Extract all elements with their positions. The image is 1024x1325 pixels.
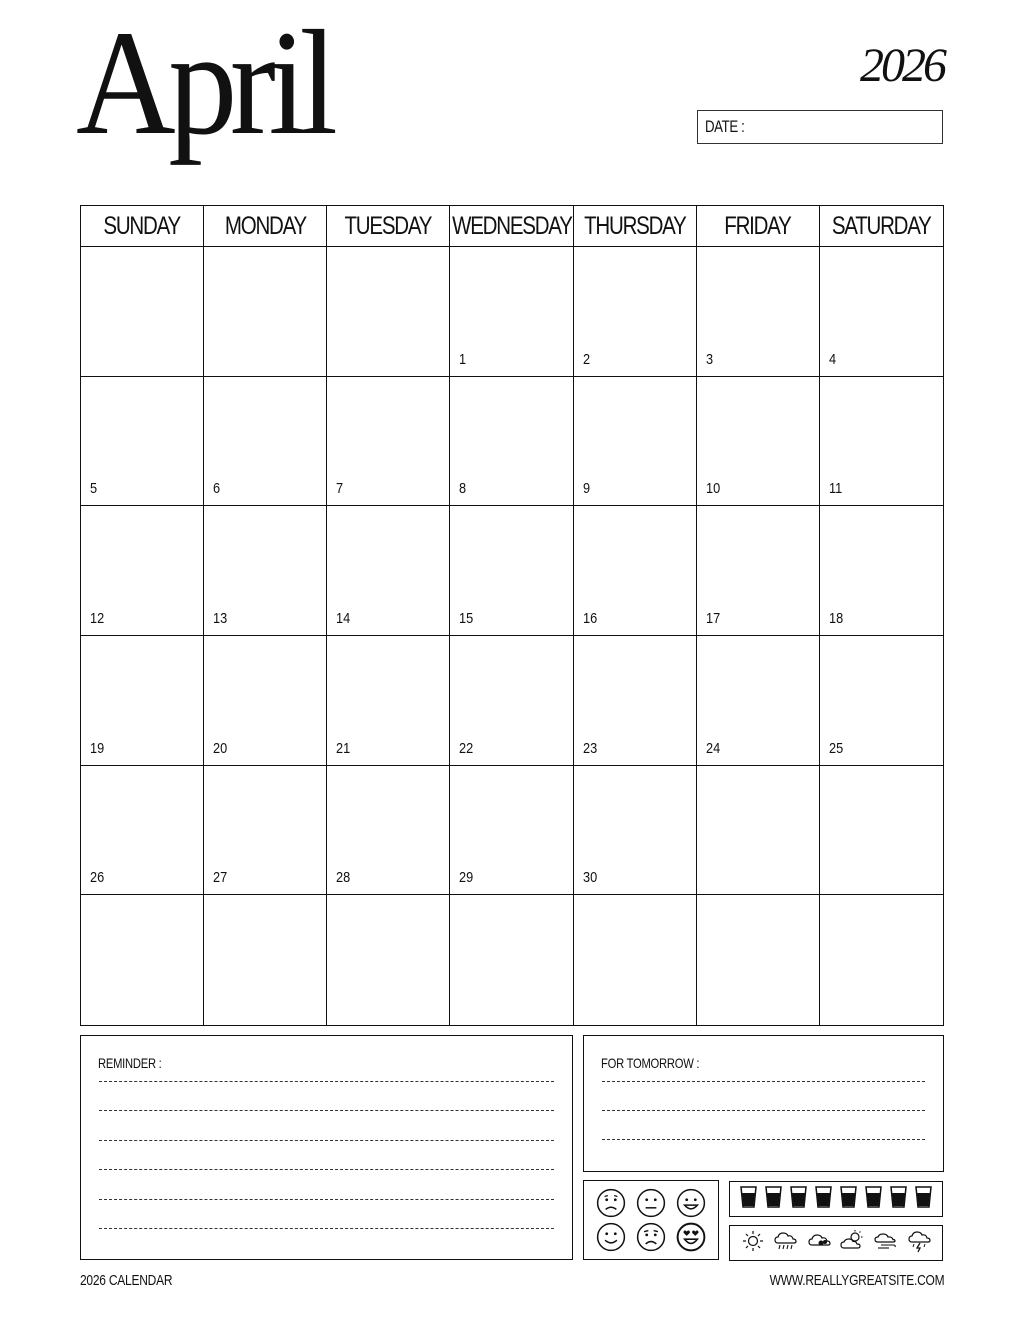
smile-face-icon[interactable] bbox=[596, 1222, 626, 1257]
day-cell[interactable] bbox=[574, 636, 697, 766]
for-tomorrow-line[interactable] bbox=[602, 1139, 925, 1140]
day-cell[interactable] bbox=[81, 247, 204, 377]
day-number: 2 bbox=[582, 350, 590, 368]
day-number: 4 bbox=[828, 350, 836, 368]
day-cell[interactable] bbox=[450, 247, 573, 377]
day-number: 30 bbox=[582, 869, 597, 887]
date-label: DATE : bbox=[705, 117, 745, 136]
day-header-label: THURSDAY bbox=[583, 211, 686, 240]
water-glass-icon[interactable] bbox=[740, 1186, 757, 1213]
day-number: 5 bbox=[90, 480, 98, 498]
sunny-icon[interactable] bbox=[740, 1229, 765, 1258]
day-header-wednesday bbox=[450, 206, 573, 247]
day-header-label: WEDNESDAY bbox=[451, 211, 572, 240]
day-header-tuesday bbox=[327, 206, 450, 247]
water-glass-icon[interactable] bbox=[840, 1186, 857, 1213]
day-cell[interactable] bbox=[81, 377, 204, 507]
frown-face-icon[interactable] bbox=[636, 1222, 666, 1257]
windy-icon[interactable] bbox=[873, 1229, 898, 1258]
year-title: 2026 bbox=[860, 39, 944, 92]
day-cell[interactable] bbox=[81, 895, 204, 1025]
day-number: 22 bbox=[459, 739, 474, 757]
day-number: 12 bbox=[90, 610, 105, 627]
water-glass-icon[interactable] bbox=[765, 1186, 782, 1213]
day-header-friday bbox=[697, 206, 820, 247]
partly-cloudy-icon[interactable] bbox=[840, 1229, 865, 1258]
day-cell[interactable] bbox=[327, 766, 450, 896]
day-number: 18 bbox=[828, 610, 844, 627]
day-number: 17 bbox=[705, 610, 720, 627]
day-number: 19 bbox=[90, 739, 105, 757]
day-cell[interactable] bbox=[327, 506, 450, 636]
day-cell[interactable] bbox=[697, 377, 820, 507]
day-cell[interactable] bbox=[450, 895, 573, 1025]
day-cell[interactable] bbox=[327, 377, 450, 507]
day-number: 11 bbox=[828, 480, 843, 498]
day-cell[interactable] bbox=[574, 895, 697, 1025]
for-tomorrow-line[interactable] bbox=[602, 1110, 925, 1111]
day-number: 1 bbox=[459, 350, 467, 368]
water-glass-icon[interactable] bbox=[915, 1186, 932, 1213]
day-cell[interactable] bbox=[204, 766, 327, 896]
day-header-monday bbox=[204, 206, 327, 247]
day-cell[interactable] bbox=[697, 766, 820, 896]
happy-face-icon[interactable] bbox=[676, 1188, 706, 1223]
heart-eyes-face-icon[interactable] bbox=[676, 1222, 706, 1257]
day-cell[interactable] bbox=[697, 895, 820, 1025]
day-cell[interactable] bbox=[574, 247, 697, 377]
day-cell[interactable] bbox=[697, 636, 820, 766]
day-cell[interactable] bbox=[204, 506, 327, 636]
day-cell[interactable] bbox=[574, 377, 697, 507]
day-number: 27 bbox=[213, 869, 228, 887]
day-number: 3 bbox=[705, 350, 713, 368]
day-number: 6 bbox=[213, 480, 221, 498]
water-glass-icon[interactable] bbox=[865, 1186, 882, 1213]
reminder-line[interactable] bbox=[99, 1081, 554, 1082]
day-number: 7 bbox=[336, 480, 344, 498]
footer-website: WWW.REALLYGREATSITE.COM bbox=[769, 1272, 944, 1289]
day-header-label: TUESDAY bbox=[345, 211, 432, 240]
reminder-line[interactable] bbox=[99, 1110, 554, 1111]
day-cell[interactable] bbox=[81, 766, 204, 896]
day-cell[interactable] bbox=[81, 636, 204, 766]
day-cell[interactable] bbox=[820, 636, 943, 766]
water-glass-icon[interactable] bbox=[815, 1186, 832, 1213]
day-number: 9 bbox=[582, 480, 590, 498]
neutral-face-icon[interactable] bbox=[636, 1188, 666, 1223]
reminder-box[interactable] bbox=[80, 1035, 573, 1260]
day-header-saturday bbox=[820, 206, 943, 247]
day-number: 14 bbox=[336, 610, 351, 627]
day-cell[interactable] bbox=[697, 247, 820, 377]
day-header-label: SUNDAY bbox=[103, 211, 181, 240]
day-number: 15 bbox=[459, 610, 474, 627]
day-cell[interactable] bbox=[574, 506, 697, 636]
day-cell[interactable] bbox=[204, 377, 327, 507]
day-cell[interactable] bbox=[204, 636, 327, 766]
day-number: 26 bbox=[90, 869, 105, 887]
day-number: 23 bbox=[582, 739, 597, 757]
sad-face-icon[interactable] bbox=[596, 1188, 626, 1223]
for-tomorrow-box[interactable] bbox=[583, 1035, 944, 1172]
reminder-line[interactable] bbox=[99, 1228, 554, 1229]
reminder-label: REMINDER : bbox=[98, 1055, 162, 1071]
day-cell[interactable] bbox=[820, 247, 943, 377]
day-number: 21 bbox=[336, 739, 351, 757]
day-number: 13 bbox=[213, 610, 228, 627]
calendar-grid bbox=[80, 205, 944, 1026]
day-number: 29 bbox=[459, 869, 474, 887]
day-cell[interactable] bbox=[820, 377, 943, 507]
for-tomorrow-label: FOR TOMORROW : bbox=[601, 1055, 700, 1071]
day-cell[interactable] bbox=[450, 766, 573, 896]
footer-calendar-label: 2026 CALENDAR bbox=[80, 1272, 173, 1289]
day-cell[interactable] bbox=[450, 506, 573, 636]
day-cell[interactable] bbox=[450, 636, 573, 766]
day-cell[interactable] bbox=[327, 247, 450, 377]
reminder-line[interactable] bbox=[99, 1140, 554, 1141]
day-cell[interactable] bbox=[204, 895, 327, 1025]
water-glass-icon[interactable] bbox=[890, 1186, 907, 1213]
day-number: 10 bbox=[705, 480, 720, 498]
cloudy-icon[interactable] bbox=[807, 1229, 832, 1258]
date-field[interactable] bbox=[697, 110, 943, 144]
day-number: 25 bbox=[828, 739, 844, 757]
day-header-sunday bbox=[81, 206, 204, 247]
day-header-label: SATURDAY bbox=[832, 211, 931, 240]
rain-icon[interactable] bbox=[773, 1229, 798, 1258]
day-cell[interactable] bbox=[327, 895, 450, 1025]
thunderstorm-icon[interactable] bbox=[907, 1229, 932, 1258]
reminder-line[interactable] bbox=[99, 1169, 554, 1170]
month-title: April bbox=[76, 0, 331, 166]
day-cell[interactable] bbox=[574, 766, 697, 896]
water-glass-icon[interactable] bbox=[790, 1186, 807, 1213]
day-cell[interactable] bbox=[820, 895, 943, 1025]
day-header-thursday bbox=[574, 206, 697, 247]
day-cell[interactable] bbox=[820, 506, 943, 636]
day-number: 28 bbox=[336, 869, 351, 887]
day-cell[interactable] bbox=[697, 506, 820, 636]
day-cell[interactable] bbox=[820, 766, 943, 896]
day-number: 20 bbox=[213, 739, 228, 757]
day-cell[interactable] bbox=[81, 506, 204, 636]
day-cell[interactable] bbox=[327, 636, 450, 766]
water-tracker bbox=[729, 1181, 943, 1217]
day-number: 16 bbox=[582, 610, 597, 627]
day-number: 24 bbox=[705, 739, 720, 757]
day-header-label: FRIDAY bbox=[724, 211, 791, 240]
reminder-line[interactable] bbox=[99, 1199, 554, 1200]
day-cell[interactable] bbox=[204, 247, 327, 377]
for-tomorrow-line[interactable] bbox=[602, 1081, 925, 1082]
day-header-label: MONDAY bbox=[224, 211, 306, 240]
day-cell[interactable] bbox=[450, 377, 573, 507]
mood-tracker bbox=[583, 1180, 719, 1260]
day-number: 8 bbox=[459, 480, 467, 498]
weather-tracker bbox=[729, 1225, 943, 1261]
